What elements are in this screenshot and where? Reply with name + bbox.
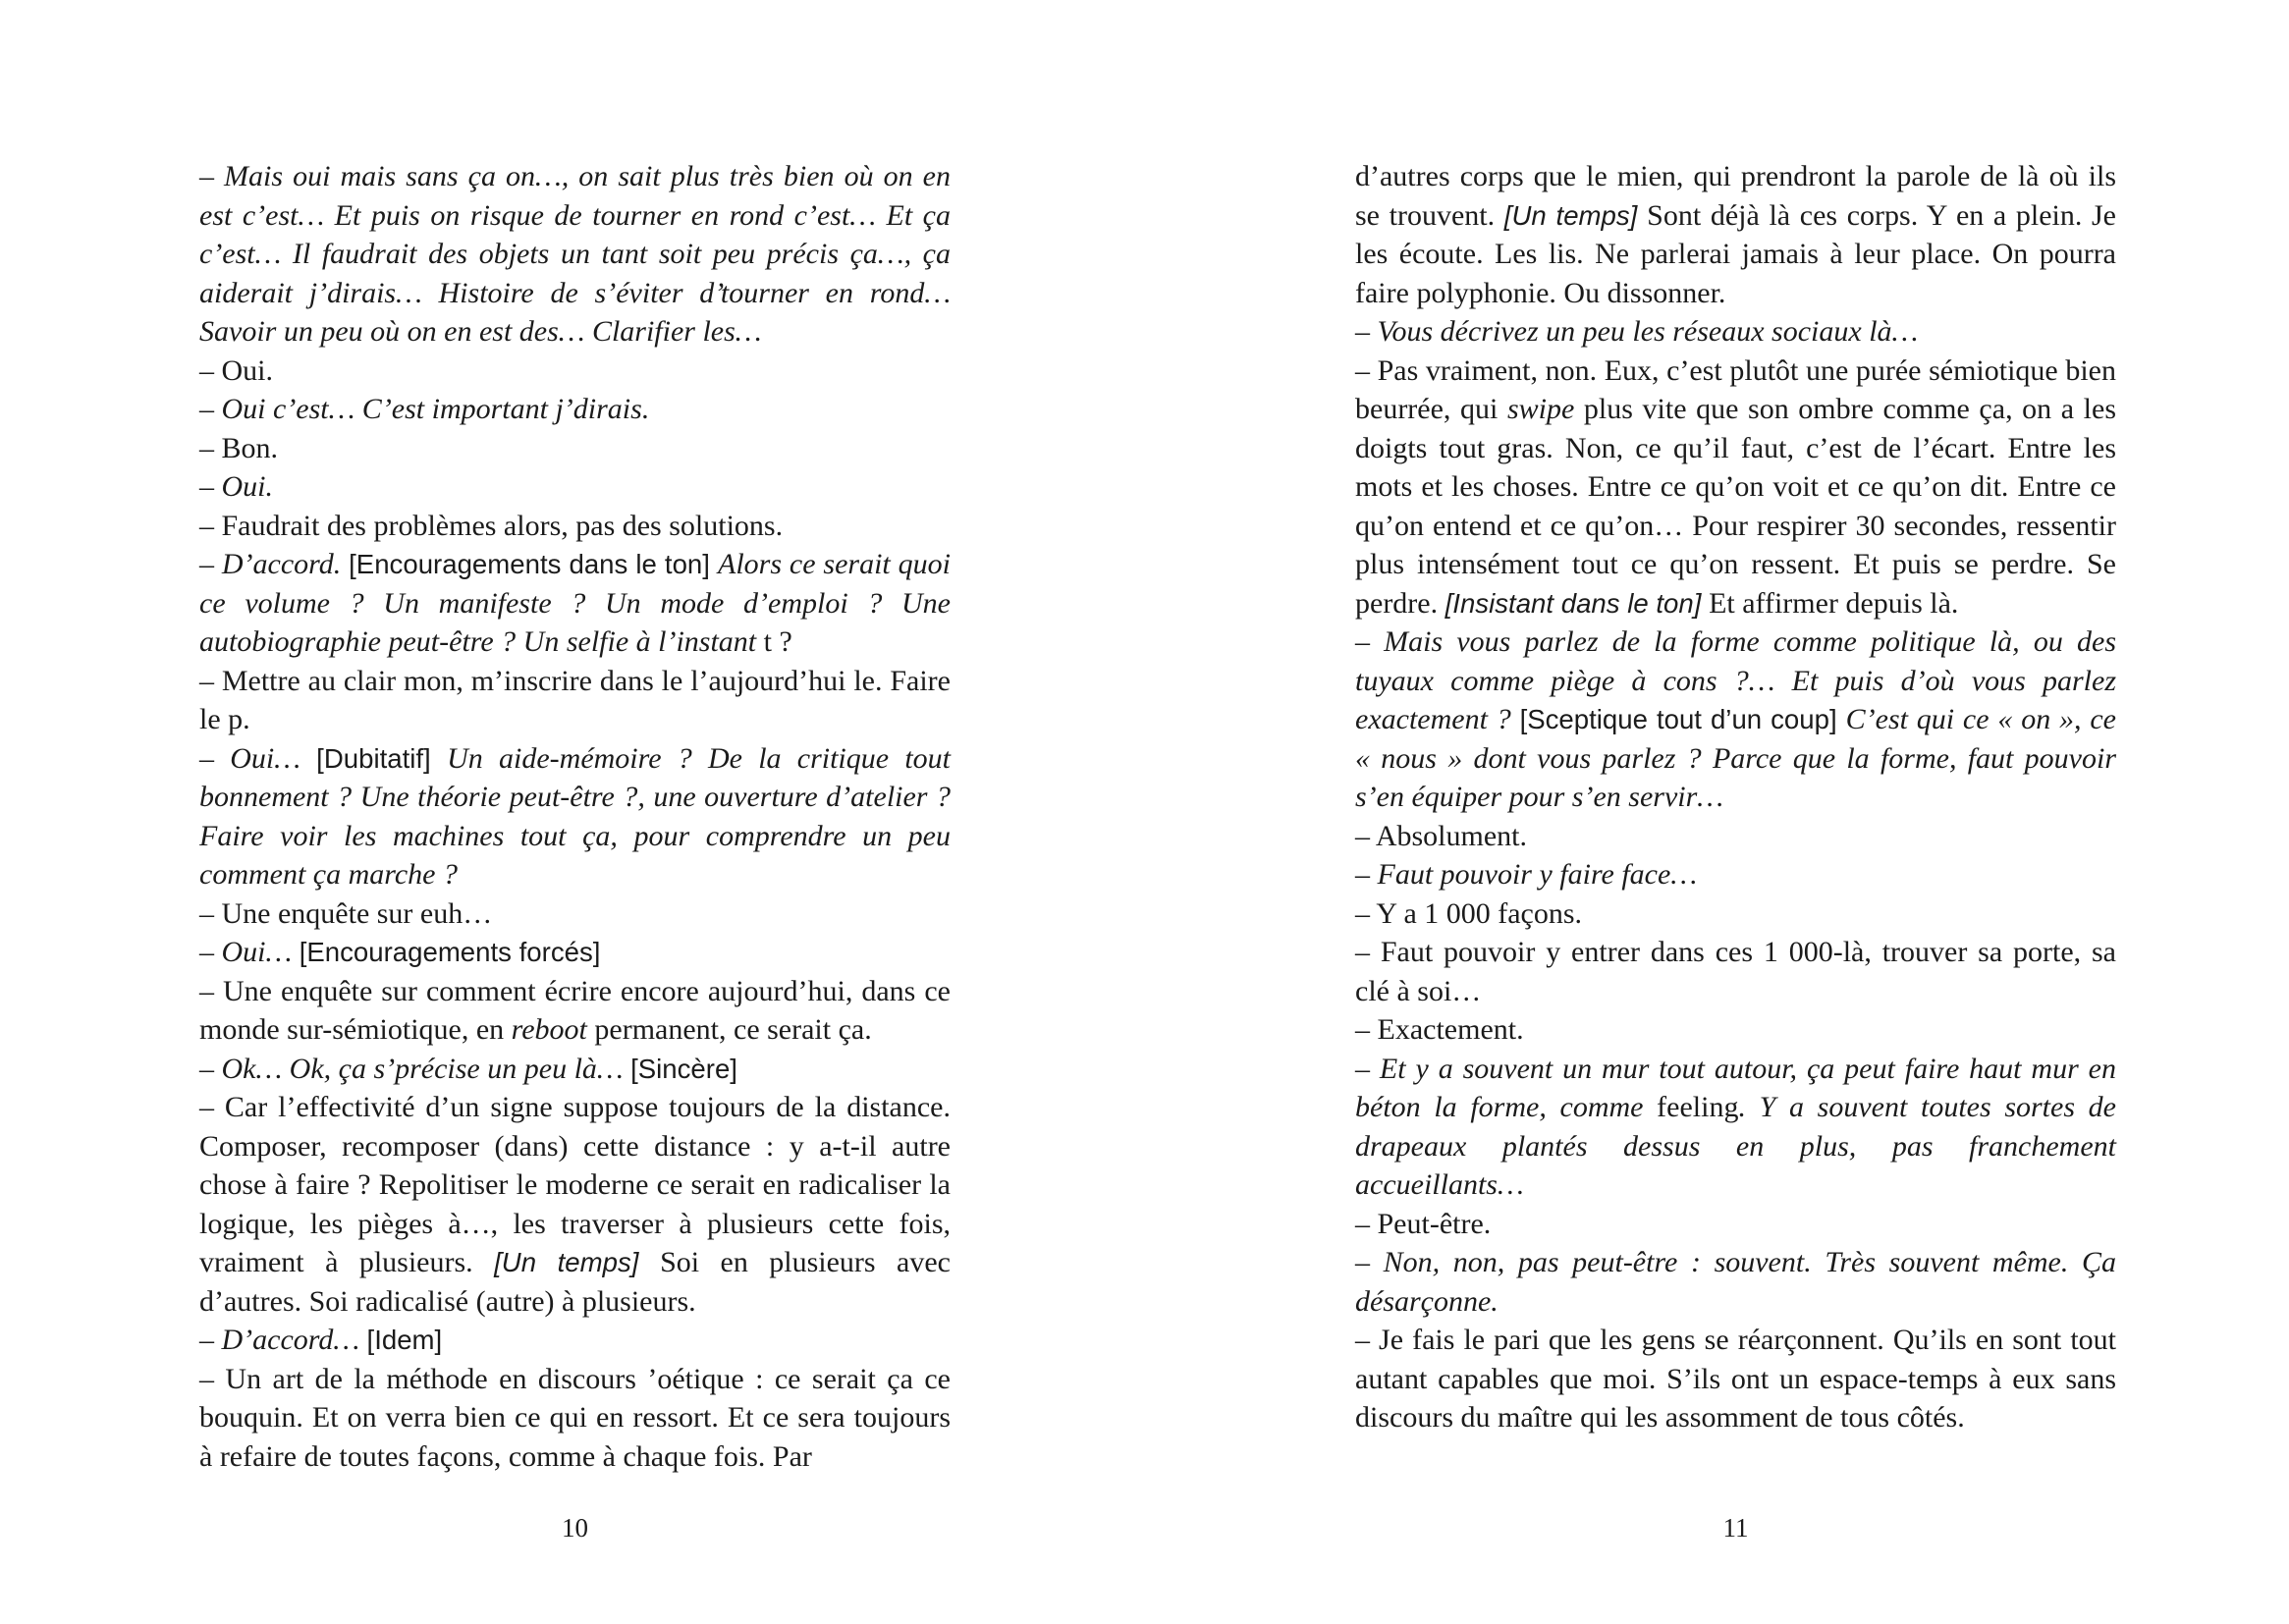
speech-text: d’autres corps que le mien, qui prendront la parole de là où ils se trouvent.	[1355, 160, 2116, 232]
speech-text: – Oui.	[199, 353, 273, 387]
speech-text: – Faut pouvoir y faire face…	[1355, 858, 1697, 891]
dialogue-paragraph	[1355, 855, 2116, 894]
dialogue-paragraph	[199, 662, 951, 739]
stage-direction: [Sincère]	[630, 1053, 737, 1084]
speech-text: plus vite que son ombre comme ça, on a les doigts tout gras. Non, ce qu’il faut, c’est de l’écart. Entre les mots et les choses. Entre ce qu’on voit et ce qu’on dit. Entre ce qu’on entend et ce qu’on… Pour respirer 30 secondes, ressentir plus intensément tout ce qu’on ressent. Et puis se perdre. Se perdre.	[1355, 393, 2117, 620]
stage-direction: [Un temps]	[1503, 199, 1648, 231]
stage-direction: [Un temps]	[494, 1247, 661, 1277]
dialogue-paragraph	[1355, 894, 2116, 934]
speech-text: – Oui…	[199, 741, 317, 775]
speech-text: – Faut pouvoir y entrer dans ces 1 000-là, trouver sa porte, sa clé à soi…	[1355, 936, 2116, 1007]
dialogue-paragraph	[199, 467, 951, 507]
dialogue-paragraph	[199, 894, 951, 934]
dialogue-paragraph	[199, 1088, 951, 1321]
dialogue-paragraph	[1355, 623, 2116, 817]
speech-text: – D’accord…	[199, 1324, 367, 1356]
speech-text: – Pas vraiment, non. Eux, c’est plutôt une purée sémiotique bien beurrée, qui	[1355, 353, 2116, 425]
speech-text: C’est qui ce « on », ce « nous » dont vous parlez ? Parce que la forme, faut pouvoir s’en équiper pour s’en servir…	[1355, 703, 2116, 813]
dialogue-paragraph	[1355, 352, 2116, 623]
speech-text: Un aide-mémoire ? De la critique tout bonnement ? Une théorie peut-être ?, une ouverture d’atelier ? Faire voir les machines tout ça, pour comprendre un peu comment ça marche ?	[199, 741, 951, 891]
dialogue-paragraph	[1355, 1010, 2116, 1050]
speech-text: Soi en plusieurs avec d’autres. Soi radicalisé (autre) à plusieurs.	[199, 1246, 951, 1318]
speech-text: – Un art de la méthode en discours ’oétique : ce serait ça ce bouquin. Et on verra bien ce qui en ressort. Et ce sera toujours à refaire de toutes façons, comme à chaque fois. Par	[199, 1362, 951, 1473]
dialogue-paragraph	[1355, 312, 2116, 352]
speech-text: – Car l’effectivité d’un signe suppose toujours de la distance. Composer, recomposer (dans) cette distance : y a-t-il autre chose à faire ? Repolitiser le moderne ce serait en radicaliser la logique, les pièges à…, les traverser à plusieurs cette fois, vraiment à plusieurs.	[199, 1091, 951, 1278]
speech-text: – Une enquête sur euh…	[199, 896, 493, 930]
dialogue-paragraph	[199, 739, 951, 894]
speech-text: reboot	[511, 1013, 587, 1046]
page-number-left: 10	[562, 1513, 588, 1543]
stage-direction: [Sceptique tout d’un coup]	[1519, 704, 1846, 734]
dialogue-paragraph	[199, 507, 951, 546]
page-right-text	[1355, 157, 2116, 1437]
page-left-text	[199, 157, 951, 1476]
speech-text: Alors ce serait quoi ce volume ? Un manifeste ? Un mode d’emploi ? Une autobiographie peut-être ? Un selfie à l’instant	[199, 548, 951, 658]
dialogue-paragraph	[199, 429, 951, 468]
stage-direction: [Dubitatif]	[316, 742, 448, 774]
speech-text: feeling	[1657, 1091, 1739, 1123]
speech-text: – Non, non, pas peut-être : souvent. Très souvent même. Ça désarçonne.	[1355, 1246, 2116, 1318]
dialogue-paragraph	[199, 933, 951, 972]
speech-text: – Je fais le pari que les gens se réarçonnent. Qu’ils en sont tout autant capables que moi. S’ils ont un espace-temps à eux sans discours du maître qui les assomment de tous côtés.	[1355, 1324, 2116, 1434]
speech-text: – Mais oui mais sans ça on…, on sait plus très bien où on en est c’est… Et puis on risque de tourner en rond c’est… Et ça c’est… Il faudrait des objets un tant soit peu précis ça…, ça aiderait j’dirais… Histoire de s’éviter d’tourner en rond… Savoir un peu où on en est des… Clarifier les…	[199, 160, 951, 348]
speech-text: – Une enquête sur comment écrire encore aujourd’hui, dans ce monde sur-sémiotique, en	[199, 974, 951, 1046]
speech-text: – D’accord.	[199, 548, 350, 580]
speech-text: – Oui.	[199, 470, 273, 503]
speech-text: – Et y a souvent un mur tout autour, ça peut faire haut mur en béton la forme, comme	[1355, 1052, 2116, 1123]
speech-text: – Absolument.	[1355, 819, 1528, 852]
speech-text: – Y a 1 000 façons.	[1355, 896, 1583, 930]
speech-text: Et affirmer depuis là.	[1709, 586, 1959, 620]
dialogue-paragraph	[199, 352, 951, 391]
stage-direction: [Encouragements dans le ton]	[349, 549, 718, 579]
dialogue-paragraph	[1355, 1205, 2116, 1244]
speech-text: – Mais vous parlez de la forme comme politique là, ou des tuyaux comme piège à cons ?… Et puis d’où vous parlez exactement ?	[1355, 625, 2116, 735]
stage-direction: [Idem]	[366, 1325, 443, 1355]
dialogue-paragraph	[1355, 933, 2116, 1010]
dialogue-paragraph	[199, 157, 951, 352]
speech-text: . Y a souvent toutes sortes de drapeaux plantés dessus en plus, pas franchement accueillants…	[1355, 1091, 2116, 1201]
speech-text: – Mettre au clair mon, m’inscrire dans le l’aujourd’hui le. Faire le p.	[199, 664, 951, 735]
dialogue-paragraph	[1355, 1321, 2116, 1437]
dialogue-paragraph	[199, 972, 951, 1050]
dialogue-paragraph	[199, 545, 951, 662]
dialogue-paragraph	[1355, 157, 2116, 312]
dialogue-paragraph	[1355, 817, 2116, 856]
dialogue-paragraph	[1355, 1243, 2116, 1321]
speech-text: – Exactement.	[1355, 1013, 1524, 1046]
dialogue-paragraph	[1355, 1050, 2116, 1205]
speech-text: – Oui c’est… C’est important j’dirais.	[199, 393, 650, 425]
speech-text: – Bon.	[199, 431, 279, 464]
speech-text: – Ok… Ok, ça s’précise un peu là…	[199, 1052, 631, 1085]
speech-text: permanent, ce serait ça.	[586, 1013, 872, 1046]
speech-text: t ?	[763, 625, 792, 658]
dialogue-paragraph	[199, 1050, 951, 1089]
speech-text: – Peut-être.	[1355, 1207, 1492, 1240]
speech-text: Sont déjà là ces corps. Y en a plein. Je les écoute. Les lis. Ne parlerai jamais à leur place. On pourra faire polyphonie. Ou dissonner.	[1355, 198, 2117, 309]
dialogue-paragraph	[199, 1360, 951, 1477]
dialogue-paragraph	[199, 1321, 951, 1360]
page-number-right: 11	[1722, 1513, 1749, 1543]
dialogue-paragraph	[199, 390, 951, 429]
speech-text: – Oui…	[199, 936, 300, 968]
stage-direction: [Insistant dans le ton]	[1444, 587, 1710, 619]
speech-text: – Vous décrivez un peu les réseaux sociaux là…	[1355, 315, 1919, 348]
speech-text: swipe	[1506, 393, 1575, 425]
speech-text: – Faudrait des problèmes alors, pas des solutions.	[199, 509, 784, 542]
stage-direction: [Encouragements forcés]	[299, 937, 601, 967]
